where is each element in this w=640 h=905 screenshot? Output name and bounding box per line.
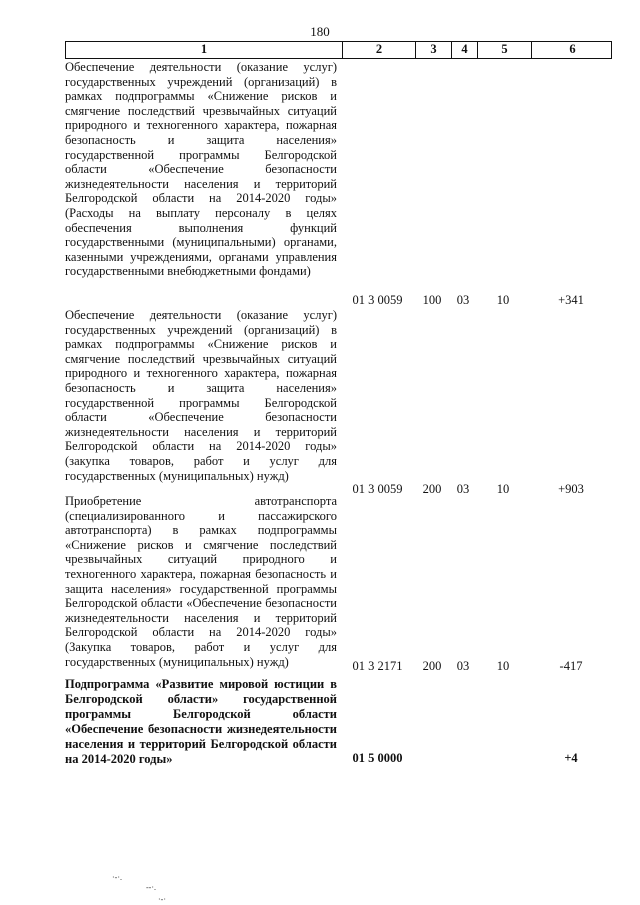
row-description: Подпрограмма «Развитие мировой юстиции в Белгородской области» государственной программы Белгородской области «Обеспечение безопасности жизнедеятельности населения и территорий Белгородской области на 2014-2020 годы» [65, 677, 337, 766]
scan-mark: ·-· [158, 895, 166, 904]
header-col-5: 5 [477, 42, 531, 58]
row-vr: 200 [422, 659, 442, 673]
row-description: Обеспечение деятельности (оказание услуг) государственных учреждений (организаций) в рамках подпрограммы «Снижение рисков и смягчение последствий чрезвычайных ситуаций природного и техногенного характера, пожарная безопасность и защита населения» государственной программы Белгородской области «Обеспечение безопасности жизнедеятельности населения и территорий Белгородской области на 2014-2020 годы» (Расходы на выплату персоналу в целях обеспечения выполнения функций государственными (муниципальными) органами, казенными учреждениями, органами управления государственными внебюджетными фондами) [65, 60, 337, 279]
row-sum: -417 [559, 659, 583, 673]
row-code: 01 3 2171 [352, 659, 403, 673]
row-sum: +903 [558, 482, 584, 496]
header-col-4: 4 [451, 42, 477, 58]
header-col-1: 1 [200, 42, 208, 56]
row-rz: 03 [456, 659, 470, 673]
header-col-6: 6 [531, 42, 613, 58]
row-description: Обеспечение деятельности (оказание услуг) государственных учреждений (организаций) в рамках подпрограммы «Снижение рисков и смягчение последствий чрезвычайных ситуаций природного и техногенного характера, пожарная безопасность и защита населения» государственной программы Белгородской области «Обеспечение безопасности жизнедеятельности населения и территорий Белгородской области на 2014-2020 годы» (закупка товаров, работ и услуг для государственных (муниципальных) нужд) [65, 308, 337, 483]
row-sum: +4 [564, 751, 578, 765]
table-row [65, 494, 612, 674]
row-rz: 03 [456, 293, 470, 307]
table-header [65, 41, 612, 59]
row-rz: 03 [456, 482, 470, 496]
row-sum: +341 [558, 293, 584, 307]
row-code: 01 5 0000 [352, 751, 403, 765]
row-pr: 10 [496, 482, 510, 496]
row-code: 01 3 0059 [352, 482, 403, 496]
table-row [65, 308, 612, 496]
row-pr: 10 [496, 659, 510, 673]
row-code: 01 3 0059 [352, 293, 403, 307]
header-col-2: 2 [342, 42, 415, 58]
scan-mark: ‐‐·. [146, 883, 156, 892]
table-row [65, 677, 612, 767]
header-col-3: 3 [415, 42, 451, 58]
table-row [65, 60, 612, 308]
scan-mark: ·‐·. [112, 873, 122, 882]
row-pr: 10 [496, 293, 510, 307]
row-vr: 100 [422, 293, 442, 307]
row-vr: 200 [422, 482, 442, 496]
page-number: 180 [310, 24, 330, 39]
row-description: Приобретение автотранспорта (специализированного и пассажирского автотранспорта) в рамках подпрограммы «Снижение рисков и смягчение последствий чрезвычайных ситуаций природного и техногенного характера, пожарная безопасность и защита населения» государственной программы Белгородской области «Обеспечение безопасности жизнедеятельности населения и территорий Белгородской области на 2014-2020 годы» (Закупка товаров, работ и услуг для государственных (муниципальных) нужд) [65, 494, 337, 669]
